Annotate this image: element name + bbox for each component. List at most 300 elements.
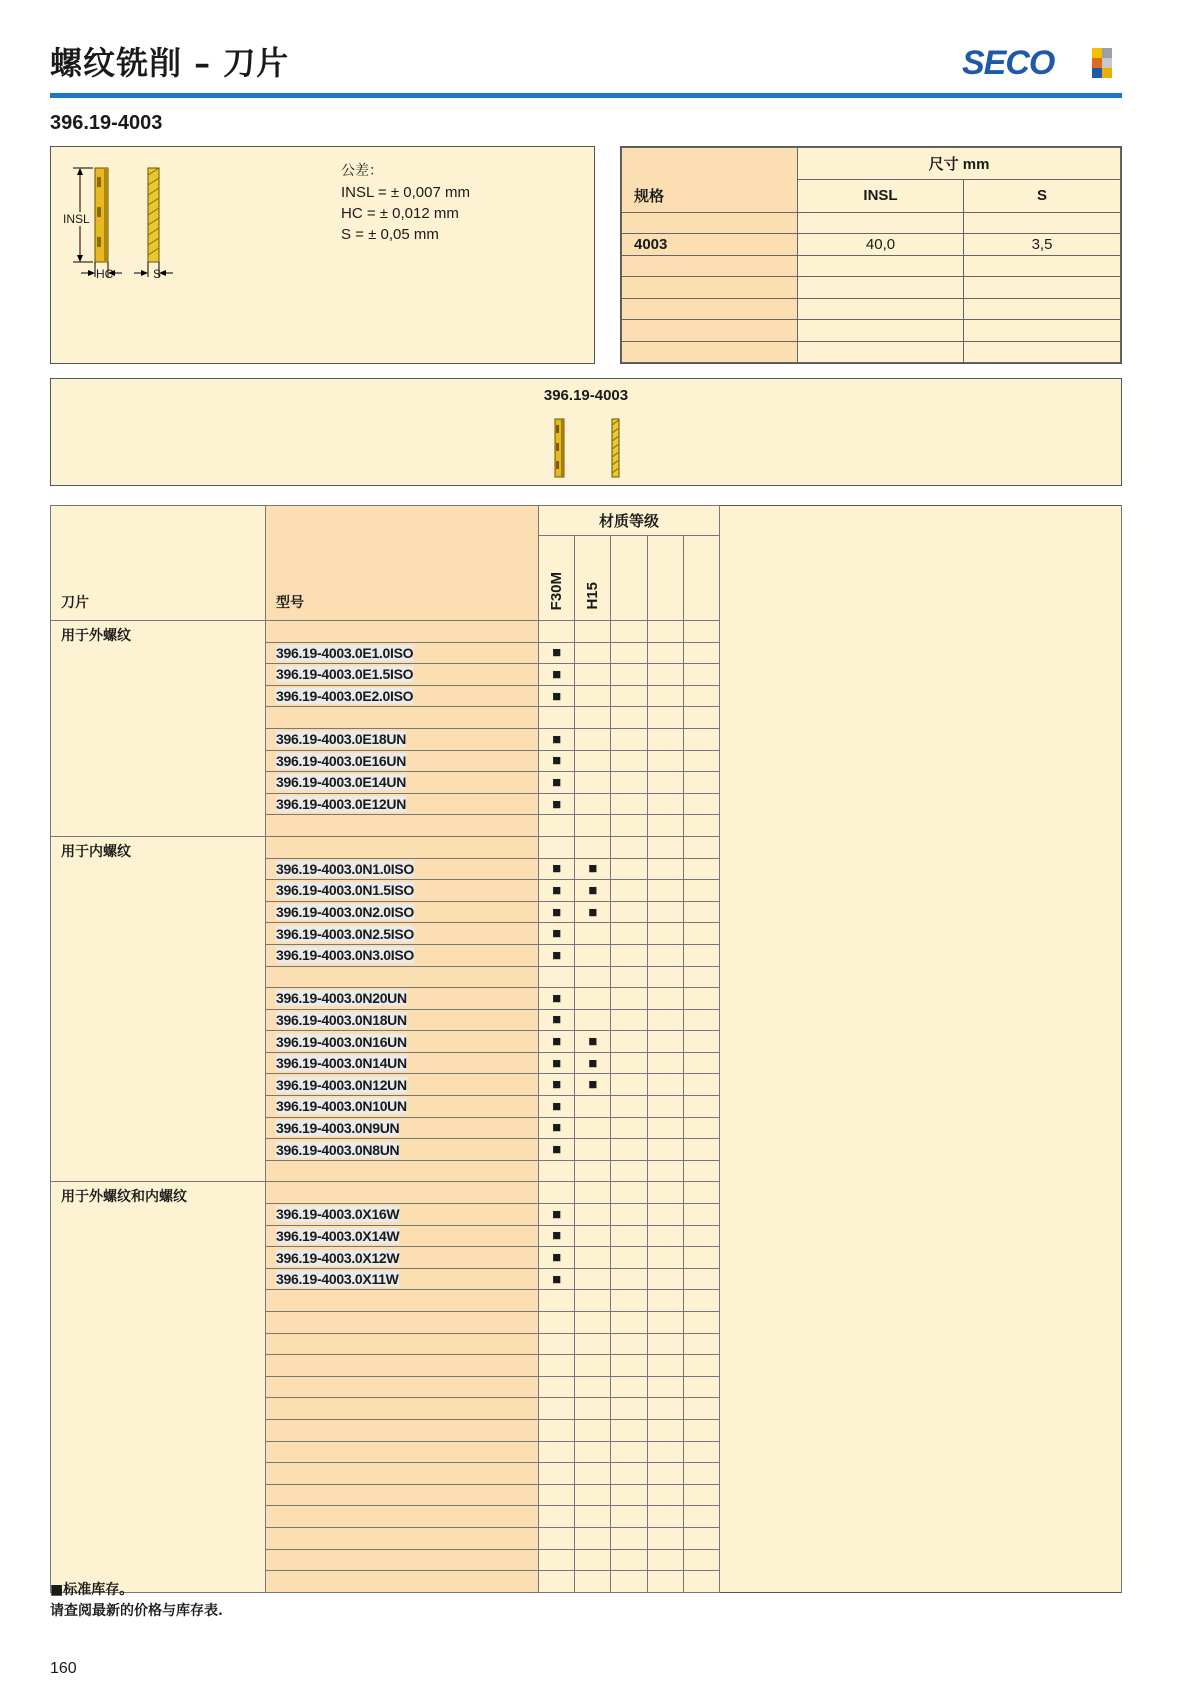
category-label: 用于外螺纹和内螺纹 xyxy=(51,1182,266,1592)
grade-cell xyxy=(611,880,647,902)
grade-cell xyxy=(539,772,575,794)
grade-cell xyxy=(575,1290,611,1312)
model-cell xyxy=(266,1463,539,1485)
grade-cell xyxy=(683,836,719,858)
grade-cell xyxy=(647,923,683,945)
grade-cell xyxy=(539,1268,575,1290)
grade-cell xyxy=(575,1096,611,1118)
seco-logo xyxy=(962,44,1122,80)
grade-cell xyxy=(539,728,575,750)
grade-cell xyxy=(683,1160,719,1182)
tolerance-hc: HC = ± 0,012 mm xyxy=(341,205,459,222)
grade-cell xyxy=(683,1204,719,1226)
blank-area xyxy=(720,1398,1122,1420)
blank-area xyxy=(720,621,1122,643)
model-cell xyxy=(266,901,539,923)
header-rule xyxy=(50,93,1122,98)
grade-cell xyxy=(575,901,611,923)
model-cell xyxy=(266,1096,539,1118)
grade-table-wrapper xyxy=(50,505,1122,1593)
model-code: 396.19-4003.0N9UN xyxy=(276,1119,400,1136)
stock-marker: ■ xyxy=(552,1141,562,1159)
grade-cell xyxy=(647,1441,683,1463)
grade-cell xyxy=(539,1225,575,1247)
grade-cell xyxy=(683,1225,719,1247)
grade-cell xyxy=(683,966,719,988)
grade-cell xyxy=(575,1182,611,1204)
footnote-price: 请查阅最新的价格与库存表. xyxy=(50,1603,223,1619)
grade-cell xyxy=(683,1333,719,1355)
blank-area xyxy=(720,815,1122,837)
blank-area xyxy=(720,1074,1122,1096)
grade-cell xyxy=(539,988,575,1010)
grade-cell xyxy=(611,1031,647,1053)
grade-cell xyxy=(683,1355,719,1377)
grade-cell xyxy=(683,1182,719,1204)
grade-cell xyxy=(575,1549,611,1571)
grade-cell xyxy=(575,772,611,794)
stock-marker: ■ xyxy=(552,1205,562,1223)
grade-cell xyxy=(647,1247,683,1269)
model-cell xyxy=(266,664,539,686)
grade-cell xyxy=(539,1009,575,1031)
grade-cell xyxy=(611,1247,647,1269)
blank-area xyxy=(720,1355,1122,1377)
dim-s: 3,5 xyxy=(964,234,1121,256)
grade-cell xyxy=(539,1484,575,1506)
model-cell xyxy=(266,1419,539,1441)
model-cell xyxy=(266,944,539,966)
grade-cell xyxy=(539,1571,575,1593)
label-hc: HC xyxy=(96,267,114,281)
dims-header: 尺寸 mm xyxy=(798,148,1121,180)
grade-cell xyxy=(539,1074,575,1096)
grade-cell xyxy=(683,858,719,880)
grade-cell xyxy=(611,1484,647,1506)
grade-cell xyxy=(683,1074,719,1096)
grade-cell xyxy=(683,728,719,750)
grade-cell xyxy=(647,793,683,815)
stock-marker: ■ xyxy=(552,946,562,964)
blank-area xyxy=(720,1441,1122,1463)
model-code: 396.19-4003.0N12UN xyxy=(276,1076,407,1093)
grade-cell xyxy=(575,707,611,729)
model-cell xyxy=(266,1117,539,1139)
logo-square-icon xyxy=(1092,48,1102,58)
grade-cell xyxy=(575,1225,611,1247)
model-code: 396.19-4003.0N1.5ISO xyxy=(276,882,414,899)
grade-cell xyxy=(539,836,575,858)
grade-cell xyxy=(683,1549,719,1571)
grade-cell xyxy=(683,772,719,794)
grade-cell xyxy=(539,1419,575,1441)
grade-cell xyxy=(683,1441,719,1463)
logo-square-icon xyxy=(1102,48,1112,58)
grade-cell xyxy=(647,642,683,664)
model-code: 396.19-4003.0N3.0ISO xyxy=(276,947,414,964)
grade-cell xyxy=(647,664,683,686)
grade-f30m-header: F30M xyxy=(539,536,575,621)
model-code: 396.19-4003.0N10UN xyxy=(276,1098,407,1115)
grade-cell xyxy=(647,1268,683,1290)
grade-cell xyxy=(683,1571,719,1593)
tolerance-s: S = ± 0,05 mm xyxy=(341,226,439,243)
stock-marker: ■ xyxy=(588,1033,598,1051)
grade-cell xyxy=(683,815,719,837)
grade-empty-header xyxy=(647,536,683,621)
grade-cell xyxy=(611,1096,647,1118)
grade-cell xyxy=(611,1009,647,1031)
grade-cell xyxy=(647,1398,683,1420)
blank-area xyxy=(720,1290,1122,1312)
stock-marker: ■ xyxy=(552,989,562,1007)
grade-cell xyxy=(647,1571,683,1593)
model-cell xyxy=(266,1225,539,1247)
grade-cell xyxy=(575,858,611,880)
model-cell xyxy=(266,1549,539,1571)
insert-image-label: 396.19-4003 xyxy=(543,387,629,404)
stock-marker: ■ xyxy=(552,795,562,813)
col-insert-header: 刀片 xyxy=(51,506,266,621)
grade-cell xyxy=(647,1182,683,1204)
blank-area xyxy=(720,1571,1122,1593)
grade-cell xyxy=(683,642,719,664)
stock-marker: ■ xyxy=(552,1270,562,1288)
grade-cell xyxy=(539,815,575,837)
blank-area xyxy=(720,664,1122,686)
grade-cell xyxy=(539,858,575,880)
grade-cell xyxy=(611,1355,647,1377)
grade-cell xyxy=(611,836,647,858)
grade-cell xyxy=(539,1376,575,1398)
model-cell xyxy=(266,728,539,750)
table-row xyxy=(51,1182,1122,1204)
model-cell xyxy=(266,1333,539,1355)
grade-cell xyxy=(539,621,575,643)
model-cell xyxy=(266,1052,539,1074)
grade-cell xyxy=(611,1549,647,1571)
grade-cell xyxy=(611,1463,647,1485)
grade-cell xyxy=(611,685,647,707)
grade-cell xyxy=(683,1463,719,1485)
grade-cell xyxy=(539,944,575,966)
grade-cell xyxy=(575,1333,611,1355)
grade-cell xyxy=(611,728,647,750)
grade-cell xyxy=(683,1484,719,1506)
grade-cell xyxy=(575,1484,611,1506)
grade-cell xyxy=(611,750,647,772)
grade-cell xyxy=(647,836,683,858)
grade-cell xyxy=(611,1312,647,1334)
grade-cell xyxy=(539,664,575,686)
label-insl: INSL xyxy=(63,212,90,226)
model-cell xyxy=(266,642,539,664)
grade-cell xyxy=(539,1312,575,1334)
dim-insl: 40,0 xyxy=(798,234,964,256)
grade-cell xyxy=(611,1182,647,1204)
grade-cell xyxy=(575,1506,611,1528)
blank-area xyxy=(720,1052,1122,1074)
col-grades-header: 材质等级 xyxy=(539,506,720,536)
grade-cell xyxy=(611,1419,647,1441)
blank-area xyxy=(720,988,1122,1010)
grade-cell xyxy=(647,1160,683,1182)
grade-cell xyxy=(575,664,611,686)
model-cell xyxy=(266,1268,539,1290)
grade-cell xyxy=(539,707,575,729)
stock-marker: ■ xyxy=(552,860,562,878)
grade-cell xyxy=(647,1484,683,1506)
grade-cell xyxy=(683,1117,719,1139)
grade-cell xyxy=(611,621,647,643)
grade-cell xyxy=(647,1225,683,1247)
grade-cell xyxy=(611,1398,647,1420)
grade-cell xyxy=(683,1247,719,1269)
blank-area xyxy=(720,1160,1122,1182)
stock-marker: ■ xyxy=(552,752,562,770)
model-code: 396.19-4003.0N2.0ISO xyxy=(276,904,414,921)
grade-cell xyxy=(539,923,575,945)
grade-cell xyxy=(647,1096,683,1118)
grade-cell xyxy=(611,1204,647,1226)
dimension-panel xyxy=(620,146,1122,364)
blank-area xyxy=(720,1484,1122,1506)
model-code: 396.19-4003.0E18UN xyxy=(276,731,407,748)
dimension-table xyxy=(621,147,1121,363)
grade-cell xyxy=(539,1139,575,1161)
grade-cell xyxy=(683,793,719,815)
grade-cell xyxy=(647,858,683,880)
grade-cell xyxy=(539,1333,575,1355)
logo-square-icon xyxy=(1092,58,1102,68)
model-cell xyxy=(266,1290,539,1312)
grade-cell xyxy=(647,815,683,837)
grade-cell xyxy=(539,793,575,815)
tolerance-block xyxy=(341,161,470,245)
grade-cell xyxy=(683,988,719,1010)
grade-cell xyxy=(683,1268,719,1290)
blank-area xyxy=(720,880,1122,902)
model-cell xyxy=(266,750,539,772)
grade-cell xyxy=(611,923,647,945)
grade-cell xyxy=(575,728,611,750)
grade-cell xyxy=(647,1419,683,1441)
stock-marker: ■ xyxy=(552,1054,562,1072)
grade-cell xyxy=(611,901,647,923)
grade-cell xyxy=(683,1031,719,1053)
model-cell xyxy=(266,793,539,815)
blank-area xyxy=(720,858,1122,880)
model-cell xyxy=(266,1506,539,1528)
model-code: 396.19-4003.0N20UN xyxy=(276,990,407,1007)
grade-cell xyxy=(575,944,611,966)
model-cell xyxy=(266,1441,539,1463)
col-model-header: 型号 xyxy=(266,506,539,621)
stock-marker: ■ xyxy=(588,860,598,878)
dim-row xyxy=(622,234,1121,256)
grade-cell xyxy=(611,966,647,988)
grade-cell xyxy=(647,728,683,750)
blank-area xyxy=(720,966,1122,988)
model-code: 396.19-4003.0E2.0ISO xyxy=(276,688,414,705)
model-code: 396.19-4003.0E1.5ISO xyxy=(276,666,414,683)
grade-cell xyxy=(539,1204,575,1226)
grade-cell xyxy=(575,1247,611,1269)
blank-area xyxy=(720,1096,1122,1118)
model-cell xyxy=(266,1074,539,1096)
stock-marker: ■ xyxy=(588,881,598,899)
footnote-stock: ■标准库存。 xyxy=(50,1582,134,1598)
stock-marker: ■ xyxy=(552,730,562,748)
grade-cell xyxy=(647,685,683,707)
stock-marker: ■ xyxy=(552,881,562,899)
grade-cell xyxy=(647,1376,683,1398)
blank-area xyxy=(720,1009,1122,1031)
grade-cell xyxy=(647,1139,683,1161)
model-cell xyxy=(266,1009,539,1031)
tolerance-insl: INSL = ± 0,007 mm xyxy=(341,184,470,201)
col-s-header: S xyxy=(964,180,1121,212)
blank-area xyxy=(720,506,1122,621)
blank-area xyxy=(720,923,1122,945)
model-code: 396.19-4003.0E12UN xyxy=(276,796,407,813)
model-cell xyxy=(266,685,539,707)
model-code: 396.19-4003.0X14W xyxy=(276,1227,400,1244)
model-cell xyxy=(266,1031,539,1053)
grade-cell xyxy=(539,750,575,772)
grade-cell xyxy=(683,621,719,643)
stock-marker: ■ xyxy=(588,903,598,921)
grade-cell xyxy=(611,1527,647,1549)
grade-cell xyxy=(647,944,683,966)
model-code: 396.19-4003.0X16W xyxy=(276,1206,400,1223)
grade-cell xyxy=(611,988,647,1010)
grade-cell xyxy=(539,1031,575,1053)
blank-area xyxy=(720,1419,1122,1441)
model-cell xyxy=(266,1182,539,1204)
logo-text: SECO xyxy=(962,44,1055,82)
grade-cell xyxy=(575,793,611,815)
grade-cell xyxy=(539,1355,575,1377)
insert-image xyxy=(551,417,631,479)
stock-marker: ■ xyxy=(552,1227,562,1245)
grade-cell xyxy=(539,1160,575,1182)
grade-cell xyxy=(647,1290,683,1312)
grade-cell xyxy=(683,1009,719,1031)
grade-cell xyxy=(683,923,719,945)
grade-cell xyxy=(647,1549,683,1571)
model-cell xyxy=(266,1355,539,1377)
grade-cell xyxy=(575,923,611,945)
model-code: 396.19-4003.0N8UN xyxy=(276,1141,400,1158)
grade-cell xyxy=(647,880,683,902)
blank-area xyxy=(720,1031,1122,1053)
grade-cell xyxy=(611,1290,647,1312)
grade-cell xyxy=(575,815,611,837)
grade-cell xyxy=(539,1398,575,1420)
grade-cell xyxy=(575,1398,611,1420)
stock-marker: ■ xyxy=(552,1076,562,1094)
stock-marker: ■ xyxy=(552,1097,562,1115)
grade-h15-header: H15 xyxy=(575,536,611,621)
grade-cell xyxy=(683,685,719,707)
blank-area xyxy=(720,1333,1122,1355)
grade-cell xyxy=(647,1463,683,1485)
stock-marker: ■ xyxy=(588,1076,598,1094)
insert-image-panel xyxy=(50,378,1122,486)
grade-cell xyxy=(539,1290,575,1312)
grade-cell xyxy=(575,621,611,643)
grade-cell xyxy=(539,1117,575,1139)
grade-cell xyxy=(611,815,647,837)
grade-cell xyxy=(611,1441,647,1463)
grade-cell xyxy=(647,1117,683,1139)
blank-area xyxy=(720,836,1122,858)
grade-cell xyxy=(575,1312,611,1334)
grade-cell xyxy=(539,1527,575,1549)
blank-area xyxy=(720,1376,1122,1398)
grade-cell xyxy=(683,880,719,902)
grade-cell xyxy=(611,1571,647,1593)
blank-area xyxy=(720,1225,1122,1247)
blank-area xyxy=(720,1182,1122,1204)
grade-cell xyxy=(575,1463,611,1485)
grade-cell xyxy=(575,966,611,988)
grade-cell xyxy=(575,1419,611,1441)
blank-area xyxy=(720,1506,1122,1528)
grade-cell xyxy=(683,1398,719,1420)
grade-cell xyxy=(683,1139,719,1161)
grade-cell xyxy=(647,1355,683,1377)
grade-cell xyxy=(575,1527,611,1549)
blank-area xyxy=(720,1268,1122,1290)
grade-cell xyxy=(575,1052,611,1074)
model-code: 396.19-4003.0E1.0ISO xyxy=(276,644,414,661)
grade-cell xyxy=(611,858,647,880)
grade-cell xyxy=(611,944,647,966)
stock-marker: ■ xyxy=(552,773,562,791)
logo-square-icon xyxy=(1102,68,1112,78)
model-cell xyxy=(266,1571,539,1593)
grade-cell xyxy=(611,1052,647,1074)
model-cell xyxy=(266,858,539,880)
stock-marker: ■ xyxy=(552,925,562,943)
model-code: 396.19-4003.0E16UN xyxy=(276,752,407,769)
grade-cell xyxy=(647,1527,683,1549)
grade-cell xyxy=(539,1549,575,1571)
grade-cell xyxy=(647,1074,683,1096)
grade-cell xyxy=(683,944,719,966)
blank-area xyxy=(720,793,1122,815)
drawing-panel xyxy=(50,146,595,364)
grade-cell xyxy=(611,1139,647,1161)
blank-area xyxy=(720,1527,1122,1549)
footnotes xyxy=(50,1580,223,1622)
grade-cell xyxy=(611,1074,647,1096)
grade-cell xyxy=(683,1312,719,1334)
grade-table xyxy=(50,505,1122,1593)
blank-area xyxy=(720,685,1122,707)
grade-cell xyxy=(575,642,611,664)
grade-cell xyxy=(683,1419,719,1441)
blank-area xyxy=(720,1117,1122,1139)
grade-cell xyxy=(647,1052,683,1074)
grade-cell xyxy=(611,793,647,815)
blank-area xyxy=(720,1549,1122,1571)
table-row xyxy=(51,836,1122,858)
grade-cell xyxy=(539,1052,575,1074)
grade-cell xyxy=(575,1355,611,1377)
